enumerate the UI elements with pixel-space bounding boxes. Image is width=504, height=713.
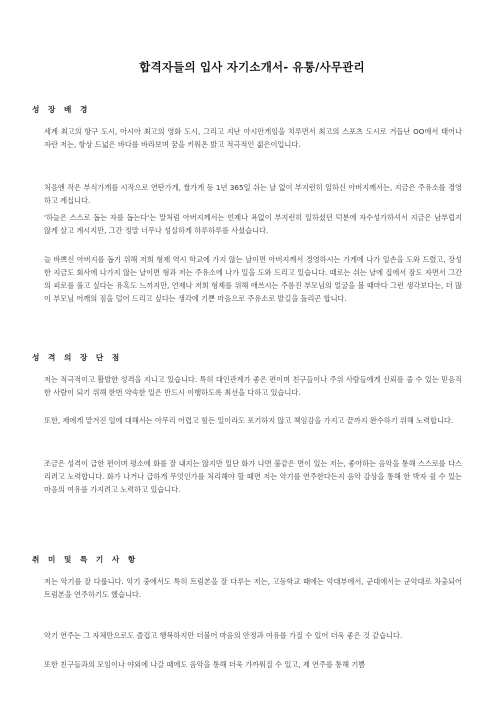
section-heading-hobbies: 취 미 및 특 기 사 항	[32, 555, 139, 564]
paragraph: 악기 연주는 그 자체만으로도 즐겁고 행복하지만 더불어 마음의 안정과 여유를 가질 수 있어 더욱 좋은 것 같습니다.	[44, 631, 403, 640]
paragraph: 또한 친구들과의 모임이나 야외에 나갈 때에도 음악을 통해 더욱 가까워질 수 있고, 제 연주를 통해 기쁨	[44, 660, 366, 669]
section-heading-growth: 성 장 배 경	[32, 105, 91, 114]
paragraph: 세계 최고의 항구 도시, 아시아 최고의 영화 도시, 그리고 지난 아시안게임을 치루면서 최고의 스포츠 도시로 거듭난 OO에서 태어나 자란 저는, 항상 드넓은 바다를 바라보며 꿈을 키워온 밝고 적극적인 젊은이입니다.	[44, 127, 462, 149]
paragraph: 저는 악기를 잘 다룹니다. 악기 중에서도 특히 트럼본을 잘 다루는 저는, 고등학교 때에는 악대부에서, 군대에서는 군악대로 차출되어 트럼본을 연주하기도 했습니다.	[44, 577, 462, 599]
paragraph: 늘 바쁘신 아버지를 돕기 위해 저희 형제 역시 학교에 가지 않는 날이면 아버지께서 경영하시는 가게에 나가 일손을 도와 드렸고, 장성한 지금도 회사에 나가지 않는 날이면 형과 저는 주유소에 나가 일을 도와 드리고 있습니다. 때로는 쉬는 날에 집에서 잠도 자면서 그간의 피로를 풀고 싶다는 유혹도 느끼지만, 언제나 저희 형제를 위해 애쓰시는 주름진 부모님의 얼굴을 볼 때마다 그런 생각보다는, 더 많이 부모님 어깨의 짐을 덜어 드리고 싶다는 생각에 기쁜 마음으로 주유소로 발길을 돌리곤 합니다.	[44, 255, 462, 303]
page-title: 합격자들의 입사 자기소개서- 유통/사무관리	[139, 60, 365, 74]
paragraph: '하늘은 스스로 돕는 자를 돕는다'는 말처럼 아버지께서는 언제나 욕없이 부지런히 일하셨던 덕분에 자수성가하셔서 지금은 남부럽지 않게 살고 계시지만, 그간 정말 너무나 성실하게 하루하루를 사셨습니다.	[44, 213, 462, 235]
paragraph: 조금은 성격이 급한 편이며 평소에 화를 잘 내지는 않지만 일단 화가 나면 불같은 면이 있는 저는, 좋아하는 음악을 통해 스스로를 다스리려고 노력합니다. 화가 나거나 급하게 무엇인가를 처리해야 할 때면 저는 악기를 연주한다든지 음악 감상을 통해 한 박자 쉴 수 있는 마음의 여유를 가지려고 노력하고 있습니다.	[44, 459, 462, 494]
paragraph: 처음엔 작은 부식가게를 시작으로 연탄가게, 쌀가게 등 1년 365일 쉬는 날 없이 부지런히 일하신 아버지께서는, 지금은 주유소를 경영하고 계십니다.	[44, 183, 462, 205]
paragraph: 저는 적극적이고 활발한 성격을 지니고 있습니다. 특히 대인관계가 좋은 편이며 친구들이나 주위 사람들에게 신뢰를 줄 수 있는 믿음직한 사람이 되기 위해 한번 약속한 일은 반드시 이행하도록 최선을 다하고 있습니다.	[44, 375, 462, 397]
section-heading-personality: 성 격 의 장 단 점	[32, 353, 123, 362]
paragraph: 또한, 제에게 맡겨진 일에 대해서는 아무리 어렵고 힘든 일이라도 포기하지 않고 책임감을 가지고 끝까지 완수하기 위해 노력합니다.	[44, 416, 454, 425]
